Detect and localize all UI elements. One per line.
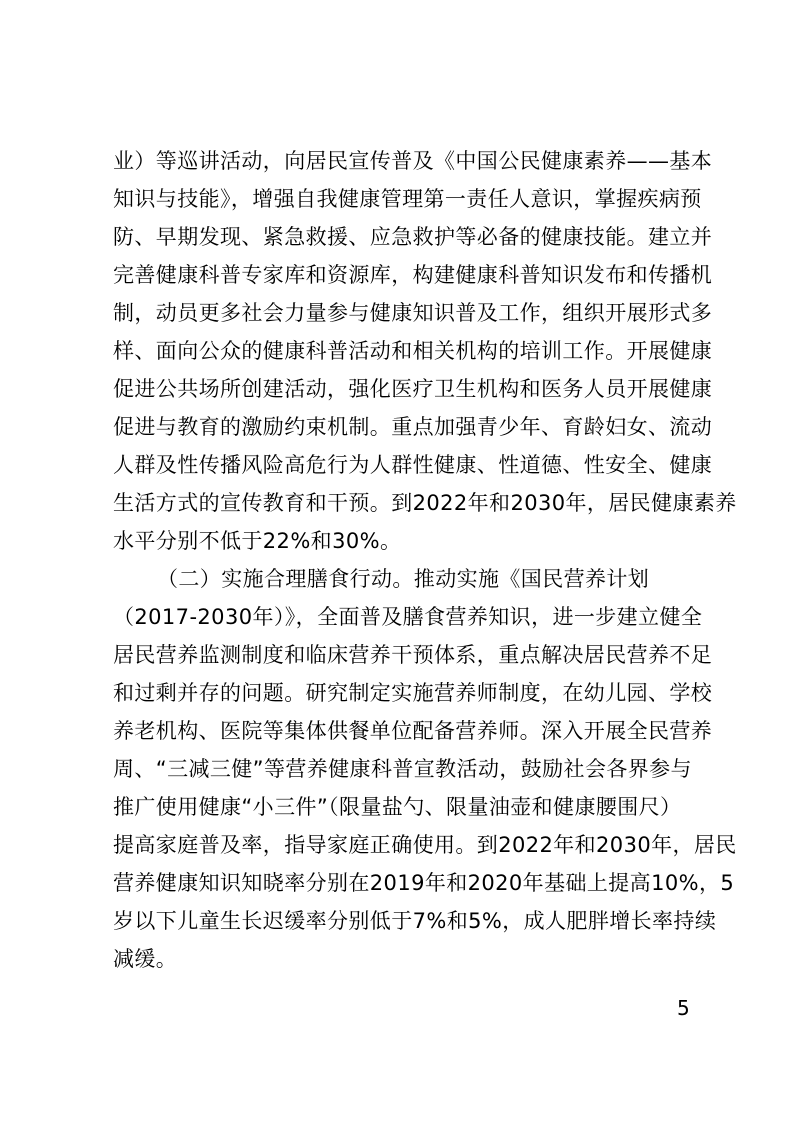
body-text-line: 岁以下儿童生长迟缓率分别低于7%和5%，成人肥胖增长率持续 xyxy=(113,909,717,933)
body-text-line: 周、“三减三健”等营养健康科普宣教活动，鼓励社会各界参与 xyxy=(113,757,692,781)
body-text-line: 知识与技能》，增强自我健康管理第一责任人意识，掌握疾病预 xyxy=(113,187,702,211)
body-text-line: 生活方式的宣传教育和干预。到2022年和2030年，居民健康素养 xyxy=(113,491,737,515)
body-text-line: 减缓。 xyxy=(113,947,178,971)
body-text-line: 和过剩并存的问题。研究制定实施营养师制度，在幼儿园、学校 xyxy=(113,681,713,705)
body-text-line: 样、面向公众的健康科普活动和相关机构的培训工作。开展健康 xyxy=(113,339,713,363)
body-text-line: 业）等巡讲活动，向居民宣传普及《中国公民健康素养——基本 xyxy=(113,149,713,173)
body-text-line: 防、早期发现、紧急救援、应急救护等必备的健康技能。建立并 xyxy=(113,225,713,249)
body-text-line: 水平分别不低于22%和30%。 xyxy=(113,529,402,553)
body-text-line: 人群及性传播风险高危行为人群性健康、性道德、性安全、健康 xyxy=(113,453,713,477)
body-text-line: 营养健康知识知晓率分别在2019年和2020年基础上提高10%，5 xyxy=(113,871,735,895)
body-text-line: 制，动员更多社会力量参与健康知识普及工作，组织开展形式多 xyxy=(113,301,713,325)
body-text-line: 推广使用健康“小三件”（限量盐勺、限量油壶和健康腰围尺） xyxy=(113,795,682,819)
body-text-line: 完善健康科普专家库和资源库，构建健康科普知识发布和传播机 xyxy=(113,263,713,287)
body-text-line: 促进与教育的激励约束机制。重点加强青少年、育龄妇女、流动 xyxy=(113,415,713,439)
body-text-line: 养老机构、医院等集体供餐单位配备营养师。深入开展全民营养 xyxy=(113,719,713,743)
body-text-line: （2017-2030年）》，全面普及膳食营养知识，进一步建立健全 xyxy=(113,605,703,629)
body-text-line: 提高家庭普及率，指导家庭正确使用。到2022年和2030年，居民 xyxy=(113,833,737,857)
section-heading-line: （二）实施合理膳食行动。推动实施《国民营养计划 xyxy=(157,567,650,591)
body-text-line: 促进公共场所创建活动，强化医疗卫生机构和医务人员开展健康 xyxy=(113,377,713,401)
body-text-line: 居民营养监测制度和临床营养干预体系，重点解决居民营养不足 xyxy=(113,643,713,667)
page-number: 5 xyxy=(677,996,690,1020)
